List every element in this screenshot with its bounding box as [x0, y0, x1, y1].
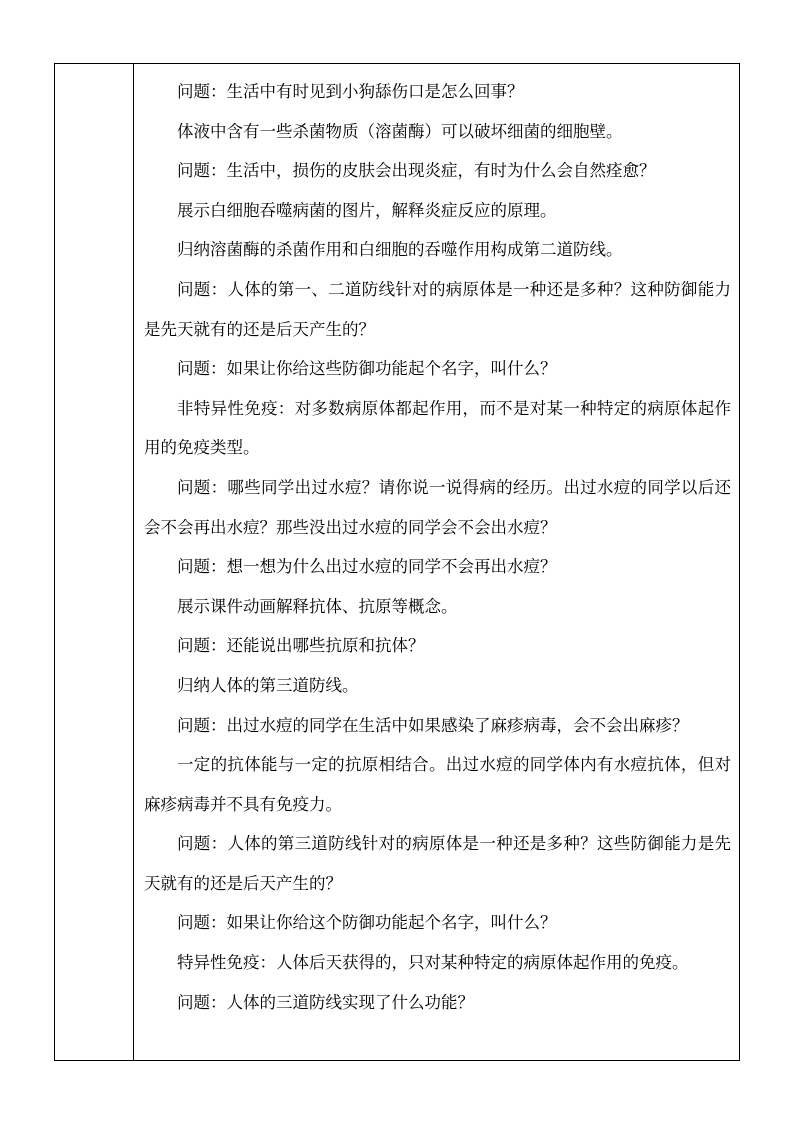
paragraph: 体液中含有一些杀菌物质（溶菌酶）可以破坏细菌的细胞壁。 [177, 121, 623, 141]
paragraph: 问题：哪些同学出过水痘？请你说一说得病的经历。出过水痘的同学以后还会不会再出水痘？那些没出过水痘的同学会不会出水痘？ [144, 477, 731, 537]
paragraph: 问题：生活中，损伤的皮肤会出现炎症，有时为什么会自然痊愈？ [177, 161, 656, 181]
paragraph: 特异性免疫：人体后天获得的，只对某种特定的病原体起作用的免疫。 [177, 953, 689, 973]
paragraph: 问题：人体的三道防线实现了什么功能？ [177, 992, 474, 1012]
paragraph: 问题：想一想为什么出过水痘的同学不会再出水痘？ [177, 557, 557, 577]
paragraph: 问题：出过水痘的同学在生活中如果感染了麻疹病毒，会不会出麻疹？ [177, 715, 689, 735]
paragraph: 问题：还能说出哪些抗原和抗体？ [177, 636, 425, 656]
paragraph: 展示课件动画解释抗体、抗原等概念。 [177, 596, 458, 616]
paragraph: 问题：如果让你给这些防御功能起个名字，叫什么？ [177, 359, 557, 379]
paragraph: 归纳人体的第三道防线。 [177, 675, 359, 695]
paragraph: 问题：人体的第一、二道防线针对的病原体是一种还是多种？这种防御能力是先天就有的还是后天产生的？ [144, 279, 731, 339]
paragraph: 问题：生活中有时见到小狗舔伤口是怎么回事？ [177, 82, 524, 101]
paragraph: 归纳溶菌酶的杀菌作用和白细胞的吞噬作用构成第二道防线。 [177, 240, 623, 260]
lesson-table [54, 63, 740, 1061]
paragraph: 问题：如果让你给这个防御功能起个名字，叫什么？ [177, 913, 557, 933]
paragraph: 非特异性免疫：对多数病原体都起作用，而不是对某一种特定的病原体起作用的免疫类型。 [144, 398, 731, 458]
table-content-column [134, 64, 739, 1060]
paragraph: 展示白细胞吞噬病菌的图片，解释炎症反应的原理。 [177, 200, 557, 220]
paragraph: 一定的抗体能与一定的抗原相结合。出过水痘的同学体内有水痘抗体，但对麻疹病毒并不具有免疫力。 [144, 755, 731, 814]
paragraph: 问题：人体的第三道防线针对的病原体是一种还是多种？这些防御能力是先天就有的还是后天产生的？ [144, 834, 731, 893]
table-left-column [55, 64, 134, 1060]
